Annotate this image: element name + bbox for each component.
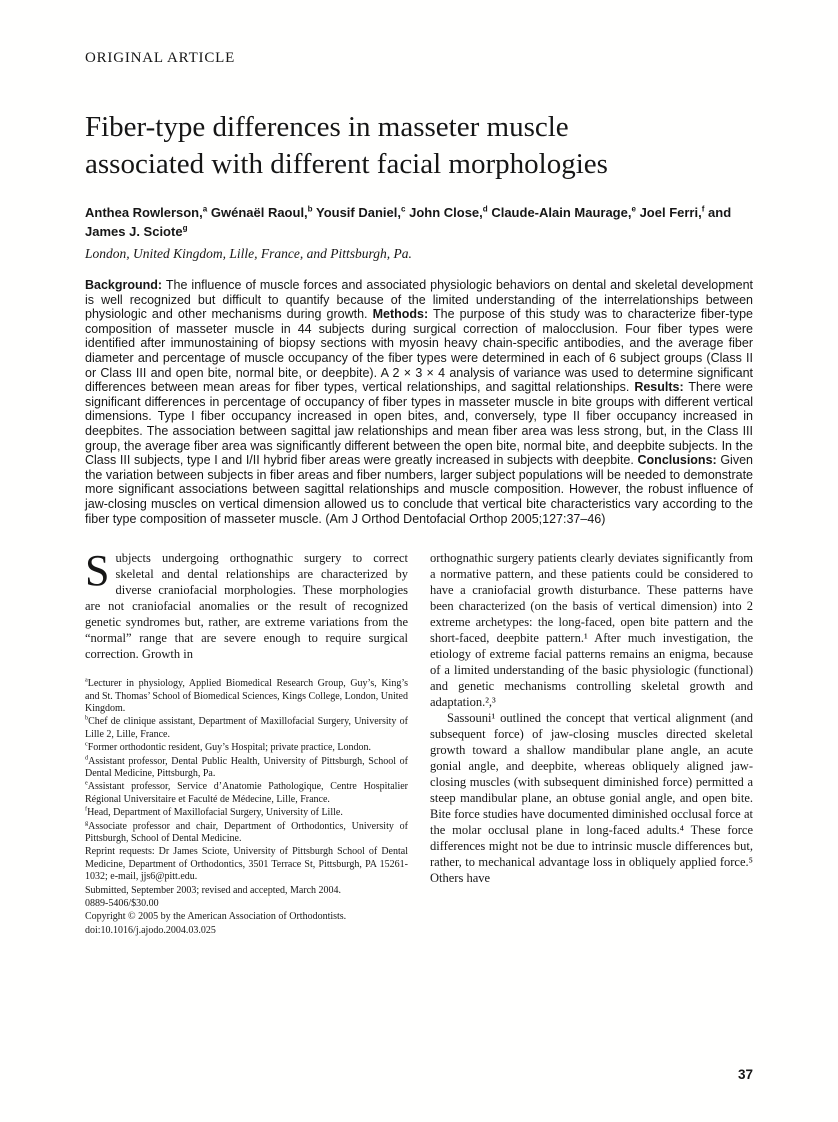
footnote: $^d$Assistant professor, Dental Public Health, University of Pittsburgh, School of Dental Medicine, Pittsburgh, Pa.	[85, 754, 408, 779]
footnote: $^b$Chef de clinique assistant, Department of Maxillofacial Surgery, University of Lille 2, Lille, France.	[85, 714, 408, 740]
body-columns	[85, 546, 753, 938]
footnote: Submitted, September 2003; revised and accepted, March 2004.	[85, 884, 342, 896]
intro-text: ubjects undergoing orthognathic surgery to correct skeletal and dental relationships are characterized by diverse craniofacial morphologies. These morphologies are not craniofacial anomalies or the result of recognized genetic syndromes but, rather, are extreme variations from the “normal” range that are severe enough to require surgical correction. Growth in	[85, 551, 408, 662]
page-number: 37	[737, 1067, 753, 1082]
footnote: $^c$Former orthodontic resident, Guy’s Hospital; private practice, London.	[85, 740, 372, 754]
article-title: Fiber-type differences in masseter muscle associated with different facial morphologies	[85, 111, 608, 180]
body-paragraph: Sassouni¹ outlined the concept that vertical alignment (and subsequent force) of jaw-closing muscles directed skeletal growth toward a shallow mandibular plane angle, an acute gonial angle, and deepbite, whereas obliquely aligned jaw-closing muscles (with subsequent diminished force) permitted a steep mandibular plane, an obtuse gonial angle, and open bite. Bite force studies have documented diminished occlusal force at the molar occlusal plane in long-faced adults.⁴ These force differences might not be due to intrinsic muscle differences but, rather, to mechanical advantage loss in obliquely applied force.⁵ Others have	[430, 711, 753, 886]
body-paragraph: orthognathic surgery patients clearly deviates significantly from a normative pattern, and these patients could be considered to have a craniofacial growth disturbance. These patterns have been characterized (on the basis of vertical dimension) into 2 extreme archetypes: the long-faced, open bite pattern and the short-faced, deepbite pattern.¹ After much investigation, the etiology of extreme facial patterns remains an enigma, because of a limited understanding of the basic physiologic (functional) and genetic mechanisms controlling skeletal growth and adaptation.²,³	[430, 551, 753, 710]
footnote: Copyright © 2005 by the American Association of Orthodontists.	[85, 911, 347, 923]
footnote: $^f$Head, Department of Maxillofacial Surgery, University of Lille.	[85, 805, 343, 819]
right-column	[430, 550, 753, 938]
intro-paragraph	[85, 546, 408, 662]
footnote: doi:10.1016/j.ajodo.2004.03.025	[85, 924, 216, 936]
author-line: Anthea Rowlerson,$^a$ Gwénaël Raoul,$^b$ Yousif Daniel,$^c$ John Close,$^d$ Claude-Alain Maurage,$^e$ Joel Ferri,$^f$ and James J. Sciote$^g$	[85, 204, 732, 239]
footnote: 0889-5406/$30.00	[85, 898, 159, 909]
article-type-kicker: ORIGINAL ARTICLE	[85, 50, 236, 66]
footnote: $^e$Assistant professor, Service d’Anatomie Pathologique, Centre Hospitalier Régional Universitaire et Faculté de Médecine, Lille, France.	[85, 780, 408, 805]
abstract-text: Background: The influence of muscle forces and associated physiologic behaviors on dental and skeletal development is well recognized but difficult to quantify because of the limited understanding of the interrelationships between physiologic and other mechanisms during growth. Methods: The purpose of this study was to characterize fiber-type composition of masseter muscle in 44 subjects during surgical correction of malocclusion. Four fiber types were identified after immunostaining of biopsy sections with myosin heavy chain-specific antibodies, and the average fiber diameter and percentage of muscle occupancy of the fiber types were determined in each of 6 subject groups (Class II or Class III and open bite, normal bite, or deepbite). A 2 × 3 × 4 analysis of variance was used to determine significant differences between mean areas for fiber types, vertical relationships, and sagittal relationships. Results: There were significant differences in percentage of occupancy of fiber types in masseter muscle in bite groups with different vertical dimensions. Type I fiber occupancy increased in open bites, and, conversely, type II fiber occupancy increased in deepbites. The association between sagittal jaw relationships and mean fiber area was less strong, but, in the Class III group, the average fiber area was significantly different between the open bite, normal bite, and deepbite subjects. In the Class III subjects, type I and I/II hybrid fiber areas were greatly increased in subjects with deepbite. Conclusions: Given the variation between subjects in fiber areas and fiber numbers, larger subject populations will be needed to demonstrate more significant associations between sagittal relationships and muscle composition. However, the robust influence of jaw-closing muscles on vertical dimension allowed us to conclude that vertical bite characteristics vary according to the fiber type composition of masseter muscle. (Am J Orthod Dentofacial Orthop 2005;127:37–46)	[85, 278, 753, 526]
footnote: $^a$Lecturer in physiology, Applied Biomedical Research Group, Guy’s, King’s and St. Thomas’ School of Biomedical Sciences, Kings College, London, United Kingdom.	[85, 676, 408, 714]
footnote: $^g$Associate professor and chair, Department of Orthodontics, University of Pittsburgh, School of Dental Medicine.	[85, 819, 408, 844]
footnotes	[85, 678, 408, 937]
left-column	[85, 546, 408, 938]
drop-cap: S	[85, 546, 110, 596]
footnote: Reprint requests: Dr James Sciote, University of Pittsburgh School of Dental Medicine, Department of Orthodontics, 3501 Terrace St, Pittsburgh, PA 15261-1032; e-mail, jjs6@pitt.edu.	[85, 846, 408, 883]
affiliation-line: London, United Kingdom, Lille, France, and Pittsburgh, Pa.	[85, 246, 412, 261]
